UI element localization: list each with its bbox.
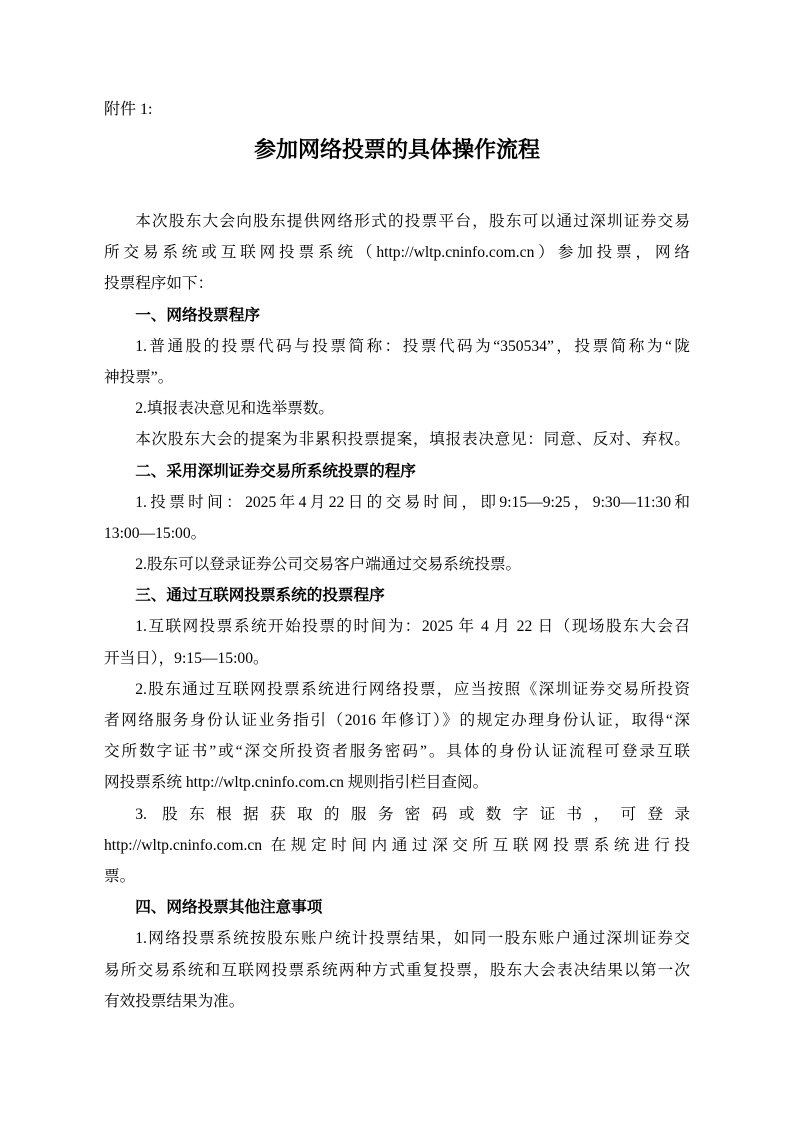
s4-item1-line2: 易所交易系统和互联网投票系统两种方式重复投票，股东大会表决结果以第一次 xyxy=(104,961,690,979)
document-body xyxy=(104,206,690,1017)
intro-line-3: 投票程序如下： xyxy=(104,275,214,293)
s1-note-line: 本次股东大会的提案为非累积投票提案，填报表决意见：同意、反对、弃权。 xyxy=(135,431,690,449)
attachment-label: 附件 1: xyxy=(104,101,153,118)
s3-item1-line1: 1.互联网投票系统开始投票的时间为：2025 年 4 月 22 日（现场股东大会召 xyxy=(135,618,690,636)
section-2-heading: 二、采用深圳证券交易所系统投票的程序 xyxy=(135,462,416,480)
section-1-heading: 一、网络投票程序 xyxy=(135,306,260,324)
s3-item3-line2: http://wltp.cninfo.com.cn 在规定时间内通过深交所互联网投票系统进行投 xyxy=(104,836,690,854)
section-3-heading: 三、通过互联网投票系统的投票程序 xyxy=(135,587,385,605)
s2-item1-line2: 13:00—15:00。 xyxy=(104,524,207,542)
section-4-heading: 四、网络投票其他注意事项 xyxy=(135,899,323,917)
intro-line-1: 本次股东大会向股东提供网络形式的投票平台，股东可以通过深圳证券交易 xyxy=(135,213,690,230)
s3-item2-line3: 交所数字证书”或“深交所投资者服务密码”。具体的身份认证流程可登录互联 xyxy=(104,743,690,761)
s3-item3-line1: 3. 股东根据获取的服务密码或数字证书，可登录 xyxy=(135,805,690,823)
s3-item2-line1: 2.股东通过互联网投票系统进行网络投票，应当按照《深圳证券交易所投资 xyxy=(135,680,690,698)
s3-item2-line4: 网投票系统 http://wltp.cninfo.com.cn 规则指引栏目查阅。 xyxy=(104,774,489,792)
intro-line-2: 所交易系统或互联网投票系统（http://wltp.cninfo.com.cn）参加投票，网络 xyxy=(104,244,690,262)
s1-item1-line1: 1.普通股的投票代码与投票简称：投票代码为“350534”，投票简称为“陇 xyxy=(135,337,690,355)
s3-item1-line2: 开当日），9:15—15:00。 xyxy=(104,649,269,667)
s2-item2-line: 2.股东可以登录证券公司交易客户端通过交易系统投票。 xyxy=(135,556,522,574)
s1-item1-line2: 神投票”。 xyxy=(104,368,174,386)
s4-item1-line3: 有效投票结果为准。 xyxy=(104,992,245,1010)
s1-item2-line: 2.填报表决意见和选举票数。 xyxy=(135,400,335,418)
s2-item1-line1: 1.投票时间：2025年4月22日的交易时间，即9:15—9:25，9:30—11:30和 xyxy=(135,493,690,511)
s3-item2-line2: 者网络服务身份认证业务指引（2016 年修订）》的规定办理身份认证，取得“深 xyxy=(104,712,690,729)
s4-item1-line1: 1.网络投票系统按股东账户统计投票结果，如同一股东账户通过深圳证券交 xyxy=(135,930,690,948)
s3-item3-line3: 票。 xyxy=(104,867,136,885)
page-title: 参加网络投票的具体操作流程 xyxy=(253,137,540,162)
